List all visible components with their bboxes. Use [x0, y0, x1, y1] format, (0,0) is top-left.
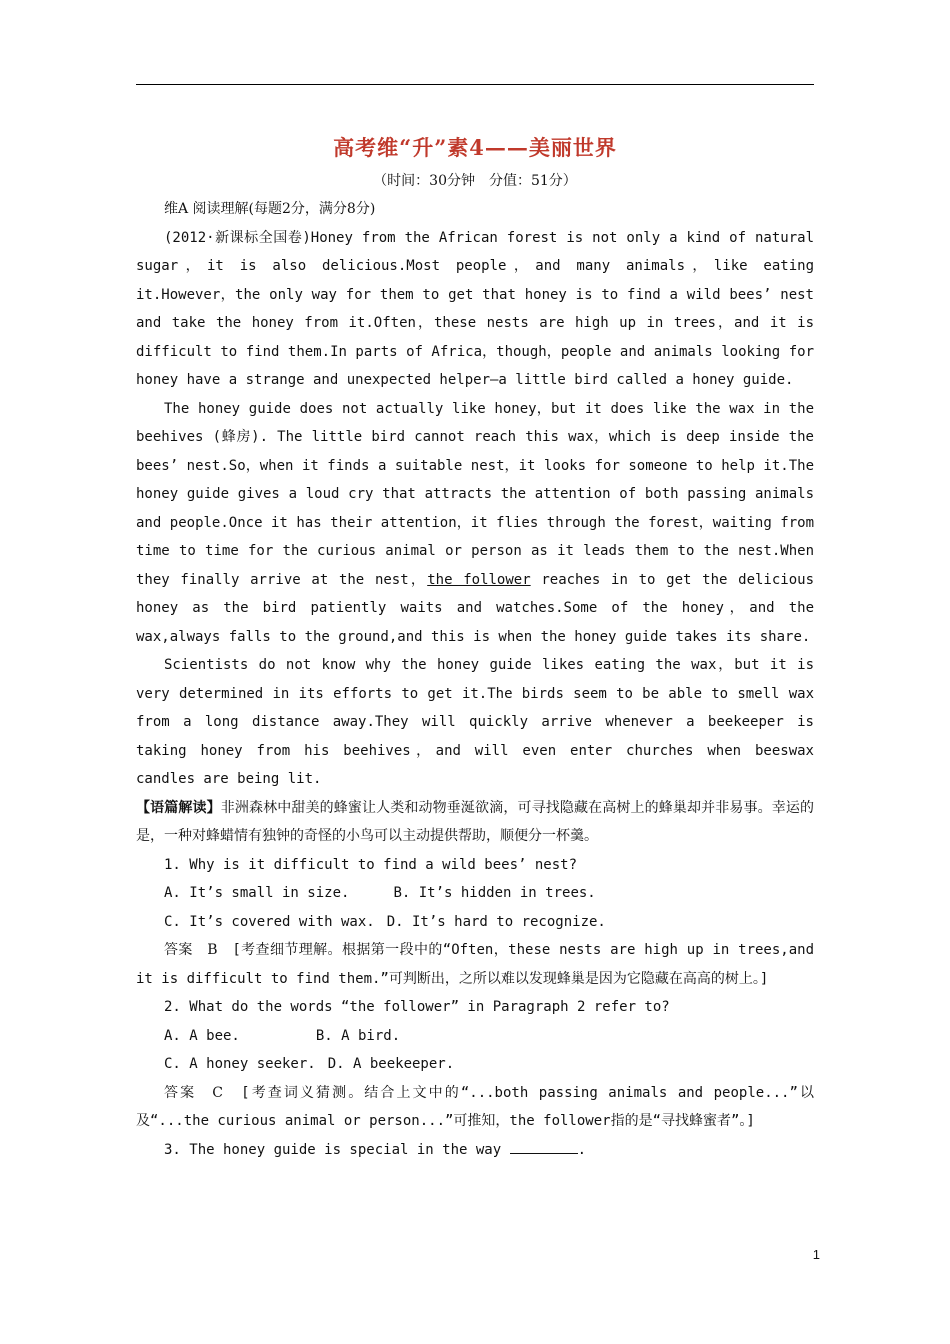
analysis-text: 非洲森林中甜美的蜂蜜让人类和动物垂涎欲滴，可寻找隐藏在高树上的蜂巢却并非易事。幸运的是，一种对蜂蜡情有独钟的奇怪的小鸟可以主动提供帮助，顺便分一杯羹。	[136, 799, 814, 844]
question-1-options-cd	[136, 908, 814, 937]
analysis-label: 【语篇解读】	[136, 799, 221, 816]
question-2-options-ab	[136, 1022, 814, 1051]
question-2-option-b: B. A bird.	[315, 1027, 401, 1044]
document-title: 高考维“升”素4——美丽世界	[333, 135, 617, 160]
question-2-answer-text: [考查词义猜测。结合上文中的“...both passing animals and people...”以及“...the curious animal or person...”可推知，the follower指的是“寻找蜂蜜者”。]	[136, 1084, 815, 1129]
section-heading: 维A 阅读理解(每题2分，满分8分)	[164, 201, 376, 217]
answer-blank	[510, 1141, 578, 1154]
question-1-option-c: C. It’s covered with wax.	[164, 913, 375, 930]
question-1-option-d: D. It’s hard to recognize.	[386, 913, 606, 930]
question-2-answer	[136, 1079, 814, 1136]
top-rule	[136, 84, 814, 85]
question-1-answer-text: [考查细节理解。根据第一段中的“Often，these nests are high up in trees,and it is difficult to find them.”可判断出，之所以难以发现蜂巢是因为它隐藏在高高的树上。]	[136, 942, 815, 987]
question-3-stem-text: 3. The honey guide is special in the way	[164, 1141, 502, 1158]
question-2-option-a: A. A bee.	[164, 1027, 240, 1044]
document-body	[136, 195, 814, 1164]
page-number: 1	[812, 1247, 820, 1262]
passage-paragraph-2-part-1: The honey guide does not actually like honey，but it does like the wax in the beehives (蜂房). The little bird cannot reach this wax，which is deep inside the bees’ nest.So，when it finds a suitable nest，it looks for someone to help it.The honey guide gives a loud cry that attracts the attention of both passing animals and people.Once it has their attention，it flies through the forest，waiting from time to time for the curious animal or person as it leads them to the nest.When they finally arrive at the nest，	[136, 400, 814, 588]
question-3-stem	[136, 1136, 814, 1165]
passage-paragraph-1: (2012·新课标全国卷)Honey from the African forest is not only a kind of natural sugar，it is also delicious.Most people，and many animals，like eating it.However，the only way for them to get that honey is to find a wild bees’ nest and take the honey from it.Often，these nests are high up in trees，and it is difficult to find them.In parts of Africa，though，people and animals looking for honey have a strange and unexpected helper—a little bird called a honey guide.	[136, 229, 814, 388]
document-subtitle: （时间：30分钟 分值：51分）	[373, 173, 577, 189]
passage-paragraph-3: Scientists do not know why the honey guide likes eating the wax，but it is very determined in its efforts to get it.The birds seem to be able to smell wax from a long distance away.They will quickly arrive whenever a beekeeper is taking honey from his beehives，and will even enter churches when beeswax candles are being lit.	[136, 657, 814, 787]
question-2-option-c: C. A honey seeker.	[164, 1056, 316, 1072]
question-1-answer-label: 答案 B	[164, 942, 218, 958]
question-1-option-b: B. It’s hidden in trees.	[393, 885, 596, 901]
question-2-option-d: D. A beekeeper.	[327, 1056, 455, 1072]
underlined-phrase: the follower	[427, 571, 531, 588]
question-1-option-a: A. It’s small in size.	[164, 885, 350, 901]
question-2-answer-label: 答案 C	[164, 1084, 223, 1101]
question-3-stem-end: .	[577, 1141, 587, 1158]
question-1-stem: 1. Why is it difficult to find a wild bees’ nest?	[164, 856, 578, 873]
question-1-answer	[136, 936, 814, 993]
passage-paragraph-2	[136, 395, 814, 652]
passage-paragraph-2-part-2: reaches in to get the delicious honey as the bird patiently waits and watches.Some of the honey，and the wax,always falls to the ground,and this is when the honey guide takes its share.	[136, 571, 814, 645]
question-1-options-ab	[136, 879, 814, 908]
question-2-options-cd	[136, 1050, 814, 1079]
analysis-paragraph	[136, 794, 814, 851]
question-2-stem: 2. What do the words “the follower” in Paragraph 2 refer to?	[164, 999, 670, 1015]
